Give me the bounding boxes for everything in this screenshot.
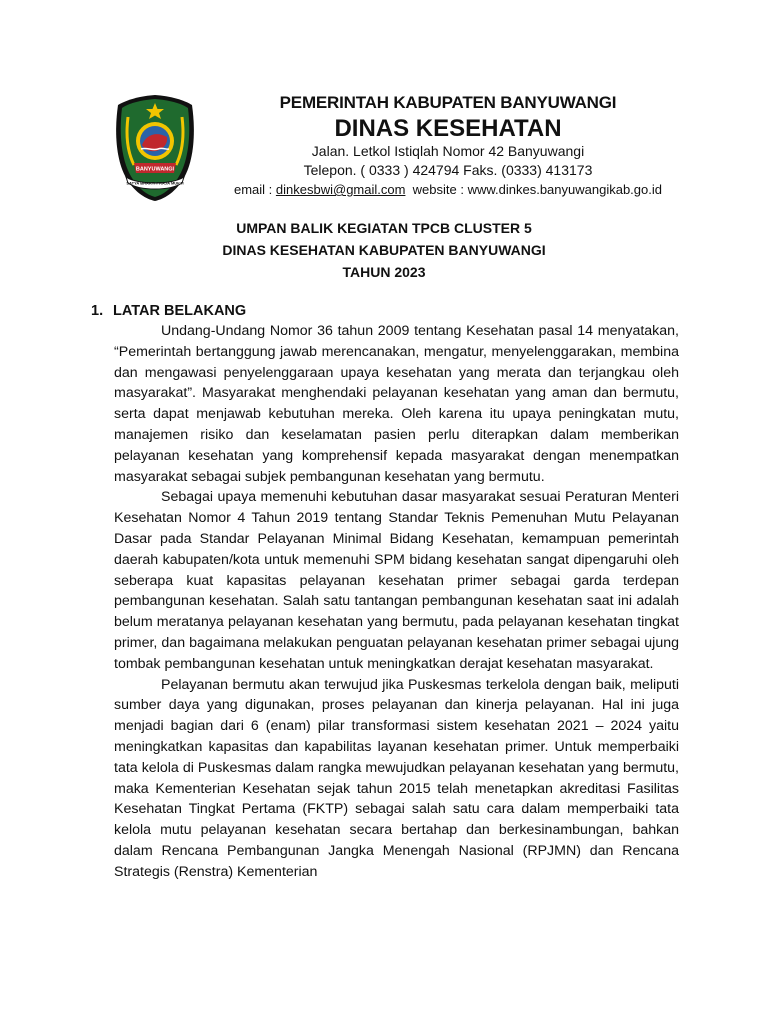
section-heading [91, 301, 246, 321]
letterhead-address: Jalan. Letkol Istiqlah Nomor 42 Banyuwangi [311, 143, 585, 159]
paragraph: Sebagai upaya memenuhi kebutuhan dasar masyarakat sesuai Peraturan Menteri Kesehatan Nomor 4 Tahun 2019 tentang Standar Teknis Pemenuhan Mutu Pelayanan Dasar pada Standar Pelayanan Minimal Bidang Kesehatan, kemampuan pemerintah daerah kabupaten/kota untuk memenuhi SPM bidang kesehatan sangat dipengaruhi oleh seberapa kuat kapasitas pelayanan kesehatan primer sebagai garda terdepan pembangunan kesehatan. Salah satu tantangan pembangunan kesehatan saat ini adalah belum meratanya pelayanan kesehatan yang bermutu, pada pelayanan kesehatan tingkat primer, dan bagaimana melakukan penguatan pelayanan kesehatan primer sebagai ujung tombak pembangunan kesehatan untuk meningkatkan derajat kesehatan masyarakat. [114, 489, 679, 672]
logo-motto-text: SATYA BHAKTI PRAJA MUKTI [126, 180, 184, 186]
email-label: email : [234, 182, 276, 197]
section-body [114, 321, 679, 883]
letterhead-org: PEMERINTAH KABUPATEN BANYUWANGI [279, 93, 617, 112]
logo-ribbon-text: BANYUWANGI [135, 166, 175, 173]
banyuwangi-coat-of-arms-logo [112, 93, 198, 203]
letterhead-department: DINAS KESEHATAN [334, 115, 562, 142]
website-label: website : [405, 182, 468, 197]
website-link[interactable]: www.dinkes.banyuwangikab.go.id [467, 182, 662, 197]
section-number: 1. [91, 303, 104, 319]
document-title-line-1: UMPAN BALIK KEGIATAN TPCB CLUSTER 5 [236, 220, 532, 236]
paragraph: Pelayanan bermutu akan terwujud jika Puskesmas terkelola dengan baik, meliputi sumber daya yang digunakan, proses pelayanan dan kinerja pelayanan. Hal ini juga menjadi bagian dari 6 (enam) pilar transformasi sistem kesehatan 2021 – 2024 yaitu meningkatkan kapasitas dan kapabilitas layanan kesehatan primer. Untuk memperbaiki tata kelola di Puskesmas dalam rangka mewujudkan pelayanan kesehatan yang bermutu, maka Kementerian Kesehatan sejak tahun 2015 telah menetapkan akreditasi Fasilitas Kesehatan Tingkat Pertama (FKTP) sebagai salah satu cara dalam memperbaiki tata kelola mutu pelayanan kesehatan secara bertahap dan berkesinambungan, bahkan dalam Rencana Pembangunan Jangka Menengah Nasional (RPJMN) dan Rencana Strategis (Renstra) Kementerian [114, 676, 679, 880]
email-link[interactable]: dinkesbwi@gmail.com [275, 182, 406, 197]
document-title-line-3: TAHUN 2023 [342, 264, 426, 280]
letterhead-contact [200, 181, 696, 199]
paragraph: Undang-Undang Nomor 36 tahun 2009 tentang Kesehatan pasal 14 menyatakan, “Pemerintah bertanggung jawab merencanakan, mengatur, menyelenggarakan, membina dan mengawasi penyelenggaraan upaya kesehatan yang merata dan terjangkau oleh masyarakat”. Masyarakat menghendaki pelayanan kesehatan yang aman dan bermutu, serta dapat menjawab kebutuhan mereka. Oleh karena itu upaya peningkatan mutu, manajemen risiko dan keselamatan pasien perlu diterapkan dalam memberikan pelayanan kesehatan yang komprehensif kepada masyarakat dengan menempatkan masyarakat sebagai subjek pembangunan kesehatan yang bermutu. [114, 323, 679, 485]
section-title: LATAR BELAKANG [113, 303, 247, 319]
letterhead-phone: Telepon. ( 0333 ) 424794 Faks. (0333) 413173 [303, 162, 593, 178]
document-title-line-2: DINAS KESEHATAN KABUPATEN BANYUWANGI [222, 242, 546, 258]
